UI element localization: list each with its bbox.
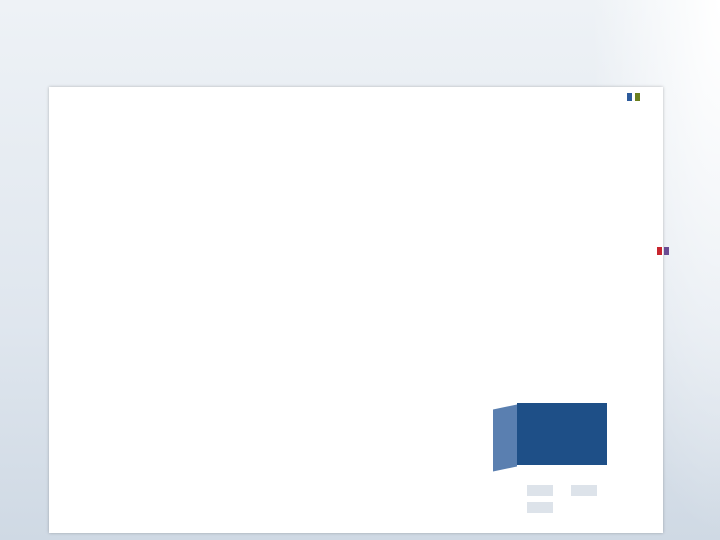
job-aid-document — [49, 87, 663, 533]
login-from — [527, 485, 553, 496]
game-box-front — [517, 403, 607, 465]
stripe-purple — [664, 247, 669, 255]
stripe-red — [657, 247, 662, 255]
game-box-side — [493, 404, 517, 471]
password-value — [527, 502, 553, 513]
login-to — [571, 485, 597, 496]
stripe-green — [635, 93, 640, 101]
stripe-blue — [627, 93, 632, 101]
extended-game-panel — [479, 379, 624, 529]
